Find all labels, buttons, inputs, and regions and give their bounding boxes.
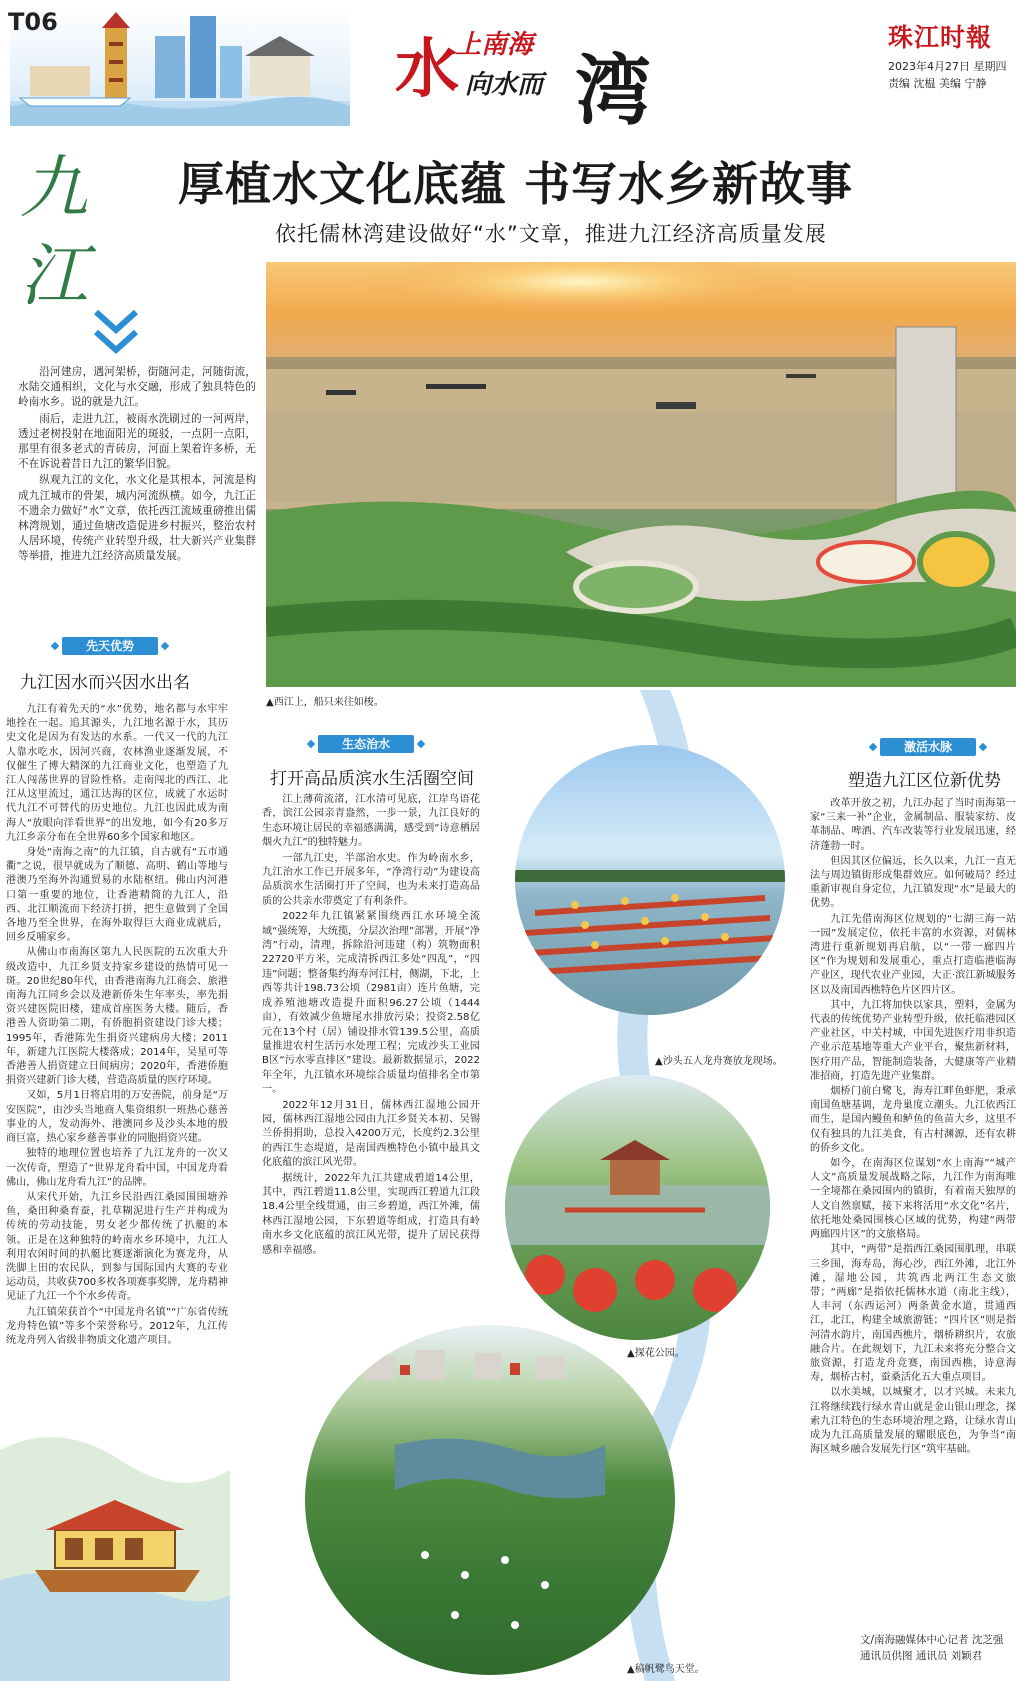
- issue-meta: [888, 58, 1007, 92]
- section1-paragraph: 九江有着先天的“水”优势，地名都与水牢牢地拴在一起。追其源头，九江地名源于水，其历史文化是因为有发达的水系。一代又一代的九江人靠水吃水，因河兴商，农林渔业逐渐发展，不仅催生了博大精深的九江商业文化，也塑造了九江人闯荡世界的冒险性格。走南闯北的西江、北江从这里流过，通江达海的区位，成就了水运时代九江不可替代的历史地位。九江也因此成为南海人“放眼向洋看世界”的出发地，如今有20多万九江乡亲分布在全世界60多个国家和地区。: [6, 704, 228, 843]
- section2-text: [262, 793, 480, 1259]
- section-tag-advantage: 先天优势: [62, 637, 158, 655]
- newspaper-name: 珠江时報: [888, 23, 993, 52]
- section2-paragraph: 江上薄荷流渚，江水清可见底，江岸鸟语花香，滨江公园亲青盎然，一步一景，九江良好的生态环境让居民的幸福感满满，感受到“诗意栖居 烟火九江”的独特魅力。: [262, 794, 480, 849]
- section1-paragraph: 又如，5月1日将启用的万安善院，前身是“万安医院”，由沙头当地商人集资组织一班热心慈善事业的人，发动海外、港澳同乡及沙头本地的殷商巨富，热心家乡慈善事业的同胞捐资兴建。: [6, 1090, 228, 1145]
- dragon-boat-photo: [515, 745, 785, 1015]
- section-slogan: [395, 10, 695, 135]
- slogan-part-1: 水: [395, 32, 459, 107]
- section-title-advantage: 九江因水而兴因水出名: [20, 673, 190, 693]
- city-calligraphy: 九江: [20, 149, 89, 316]
- page-subheadline: 依托儒林湾建设做好“水”文章，推进九江经济高质量发展: [275, 222, 827, 246]
- section1-paragraph: 身处“南海之南”的九江镇，自古就有“五市通衢”之说，很早就成为了顺德、高明、鹤山等地与港澳乃至海外沟通贸易的水陆枢纽。佛山内河港口第一重要的地位，让香港精简的九江人，沿西、北江顺流而下经济打拼，把生意做到了全国各地乃至全世界，在海外取得巨大商业成就后，回乡反哺家乡。: [6, 847, 228, 944]
- section-tag-ecology: 生态治水: [318, 735, 414, 753]
- section2-paragraph: 2022年九江镇紧紧围绕西江水环境全流域“强统筹，大统揽，分层次治理”部署，开展“净湾”行动，清理，拆除沿河违建（构）筑物面积22720平方米，完成清拆西江多处“四乱”，“四违”问题；整备集约海寿河江村，侧湖，下北，上西等共计198.73公顷（2981亩）连片鱼塘，完成养殖池塘改造提升面积96.27公顷（1444亩），有效减少鱼塘尾水排放污染；投资2.58亿元在13个村（居）铺设排水管139.5公里，高质量推进农村生活污水处理工程；完成沙头工业园B区“污水零直排区”建设。最新数据显示，2022年全年，九江镇水环境综合质量均值排名全市第一。: [262, 911, 480, 1096]
- tanhua-park-caption: ▲探花公园。: [627, 1348, 685, 1359]
- section2-paragraph: 一部九江史，半部治水史。作为岭南水乡，九江治水工作已开展多年，“净湾行动”为建设高品质滨水生活圈打开了空间，也为未来打造高品质的公共亲水带奠定了有利条件。: [262, 852, 480, 907]
- section3-paragraph: 其中，“两带”是指西江桑园围肌理，串联三乡围，海寿岛，海心沙，西江外滩，北江外滩，湿地公园，共筑西北两江生态文旅带；“两廊”是指依托儒林水道（南北主线），人丰河（东西运河）两条黄金水道，贯通西江，北江，构建全域旅游链；“四片区”则是指河清水韵片，南国西樵片，烟桥耕织片，农旅融合片。在此规划下，九江未来将充分整合文旅资源，打造龙舟竞赛，南国西樵，诗意海寿，烟桥古村，蚕桑活化五大重点项目。: [810, 1244, 1016, 1384]
- section3-paragraph: 烟桥门前白鹭飞，海寿江畔鱼虾肥，秉承南国鱼塘基调，龙舟巢度立潮头。九江依西江而生，是国内鳗鱼和鲈鱼的鱼苗大乡，这里不仅有独具的九江美食，有古村渊源，还有农耕的侨乡文化。: [810, 1086, 1016, 1154]
- section2-paragraph: 2022年12月31日，儒林西江湿地公园开园，儒林西江湿地公园由九江乡贤关本初、吴锡兰侨捐捐助，总投入4200万元，长度约2.3公里的西江生态堤道，是南国西樵特色小镇中最具文化底蕴的滨江风光带。: [262, 1099, 480, 1169]
- section3-paragraph: 改革开放之初，九江办起了当时南海第一家“三来一补”企业，金属制品、服装家纺、皮革制品、啤酒、汽车改装等行业发展迅速，经济蓬勃一时。: [810, 798, 1016, 852]
- slogan-part-2: 上南海: [455, 30, 534, 60]
- intro-paragraph: 纵观九江的文化，水文化是其根本，河流是构成九江城市的骨架，城内河流纵横。如今，九江正不遗余力做好“水”文章，依托西江流域重磅推出儒林湾规划，通过鱼塘改造促进乡村振兴，整治农村人居环境，传统产业转型升级，壮大新兴产业集群等举措，推进九江经济高质量发展。: [18, 474, 256, 563]
- dragon-boat-caption: ▲沙头五人龙舟赛放龙现场。: [655, 1056, 783, 1067]
- section3-paragraph: 其中，九江将加快以家具，塑料，金属为代表的传统优势产业转型升级，依托临港园区产业社区，中关村城，中国先进医疗用非织造产业示范基地等重大产业平台，聚焦新材料，医疗用产品，智能制造装备，大健康等产业精准招商，打造先进产业集群。: [810, 999, 1016, 1082]
- section1-paragraph: 九江镇荣获首个“中国龙舟名镇”“广东省传统龙舟特色镇”等多个荣誉称号。2012年，九江传统龙舟列入省级非物质文化遗产项目。: [6, 1306, 228, 1346]
- tanhua-park-photo: [505, 1075, 770, 1340]
- egret-paradise-illustration: [305, 1325, 675, 1675]
- section3-paragraph: 九江先借南海区位规划的“七湖三海一站一园”发展定位，依托丰富的水资源，对儒林湾进行重新规划再启航，以“一带一廊四片区”作为规划和发展重心，重点打造临港临海产业区，现代农业产业园，大正·滨江新城服务区以及南国西樵特色片区四片区。: [810, 913, 1016, 996]
- slogan-part-3: 向水而: [465, 70, 544, 100]
- dragon-boat-illustration: [515, 745, 785, 1015]
- intro-paragraph: 雨后，走进九江，被雨水洗刷过的一河两岸，透过老树投射在地面阳光的斑驳，一点阴一点阳，那里有很多老式的青砖房，河面上架着许多桥，无不在诉说着昔日九江的繁华旧貌。: [18, 412, 256, 471]
- section1-paragraph: 独特的地理位置也培养了九江龙舟的一次又一次传奇，塑造了“世界龙舟看中国，中国龙舟看佛山，佛山龙舟看九江”的品牌。: [6, 1148, 228, 1188]
- boat-illustration: [0, 1330, 230, 1681]
- intro-text: [18, 365, 256, 566]
- section1-paragraph: 从宋代开始，九江乡民沿西江桑园围围塘养鱼，桑田种桑育蚕，扎草糊泥进行生产并构成为传统的劳动技能，男女老少都传统了扒艇的本领。正是在这种独特的岭南水乡环境中，九江人利用农闲时间的扒艇比赛逐渐演化为赛龙舟，从洗脚上田的农民队，到参与国际国内大赛的专业运动员，共收获700多枚各项赛事奖牌，龙舟精神见证了九江一个个水乡传奇。: [6, 1191, 228, 1303]
- issue-date: 2023年4月27日 星期四: [888, 60, 1007, 73]
- byline-reporter: 文/南海融媒体中心记者 沈芝强: [860, 1634, 1004, 1646]
- byline: [860, 1632, 1003, 1664]
- section3-paragraph: 如今，在南海区位谋划“水上南海”“城产人文”高质量发展战略之际，九江作为南海唯一全境都在桑园围内的镇街，有着南天独厚的人文自然禀赋，接下来将活用“水文化”名片，依托地处桑园围核心区域的优势，构建“两带两廊四片区”的文旅格局。: [810, 1158, 1016, 1241]
- section-title-ecology: 打开高品质滨水生活圈空间: [270, 769, 474, 789]
- egret-paradise-photo: [305, 1325, 675, 1675]
- section3-paragraph: 但因其区位偏远，长久以来，九江一直无法与周边镇街形成集群效应。如何破局？经过重新审视自身定位，九江镇发现“水”是最大的优势。: [810, 855, 1016, 910]
- section1-text: [6, 703, 228, 1349]
- skyline-banner: [10, 6, 350, 126]
- page-headline: 厚植水文化底蕴 书写水乡新故事: [178, 157, 854, 211]
- section3-paragraph: 以水美城，以城聚才，以才兴城。未来九江将继续践行绿水青山就是金山银山理念，探索九江特色的生态环境治理之路，让绿水青山成为九江高质量发展的耀眼底色，为争当“南海区城乡融合发展先行区”筑牢基础。: [810, 1387, 1016, 1456]
- chevron-down-icon: [92, 308, 140, 358]
- main-photo-xijiang: [266, 262, 1016, 687]
- egret-caption: ▲稿帆鹭鸟天堂。: [627, 1664, 705, 1675]
- slogan-part-4: 湾: [575, 46, 651, 135]
- xijiang-aerial-illustration: [266, 262, 1016, 687]
- byline-photo: 通讯员供图 通讯员 刘颖君: [860, 1650, 983, 1662]
- editors-line: 责编 沈榅 美编 宁静: [888, 77, 987, 90]
- skyline-illustration: [10, 6, 350, 126]
- section2-paragraph: 据统计，2022年九江共建成碧道14公里，其中，西江碧道11.8公里，实现西江碧道九江段18.4公里全线贯通，由三乡碧道，西江外滩，儒林西江湿地公园，下东碧道等组成，打造具有岭南水乡文化底蕴的滨江风光带，提升了居民获得感和幸福感。: [262, 1172, 480, 1256]
- page-number: T06: [8, 8, 58, 36]
- main-photo-caption: ▲西江上，船只来往如梭。: [266, 697, 384, 708]
- tanhua-park-illustration: [505, 1075, 770, 1340]
- section-tag-revitalize: 激活水脉: [880, 738, 976, 756]
- section3-text: [810, 797, 1016, 1458]
- section1-paragraph: 从佛山市南海区第九人民医院的五次重大升级改造中，九江乡贤支持家乡建设的热情可见一斑。20世纪80年代，由香港南海九江商会、旅港南海九江同乡会以及港新侨朱生年率头，率先捐资兴建医院旧楼，建成首座医务大楼。随后，香港善人资助第二期，有侨胞捐资建设门诊大楼；1995年，香港陈先生捐资兴建病房大楼；2011年，新建九江医院大楼落成；2014年，吴星可等香港善人捐资建立日间病房；2020年，香港侨胞捐资兴建新门诊大楼，营造高质量的医疗环境。: [6, 947, 228, 1087]
- intro-paragraph: 沿河建房，遇河架桥，街随河走，河随街流，水陆交通相织，文化与水交融，形成了独具特色的岭南水乡。说的就是九江。: [18, 366, 256, 409]
- section-title-revitalize: 塑造九江区位新优势: [848, 771, 1001, 791]
